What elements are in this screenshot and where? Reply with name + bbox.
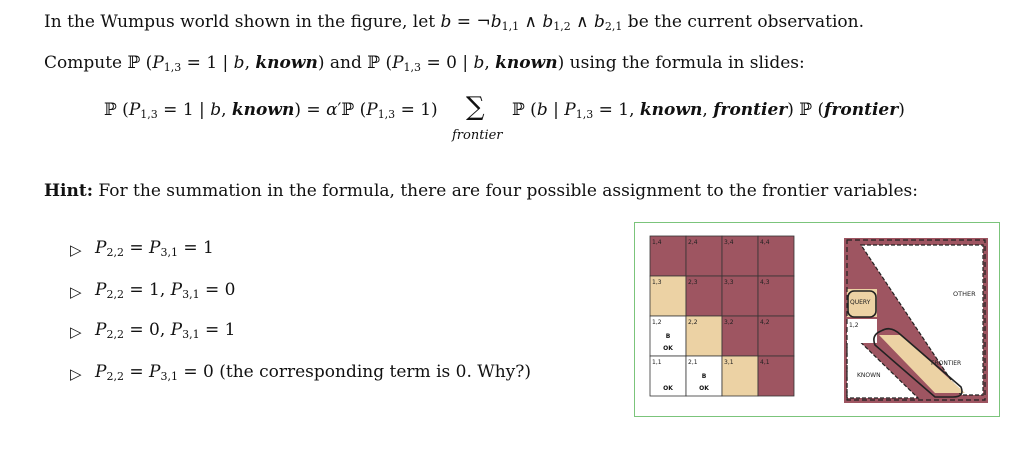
wumpus-figure-svg [635, 223, 1001, 418]
grid-cell-mark: B [665, 333, 671, 340]
grid-cell-label: 3,3 [724, 279, 734, 286]
grid-cell-label: 2,1 [688, 359, 698, 366]
grid-cell-label: 3,4 [724, 239, 734, 246]
bullet-icon: ▷ [70, 241, 82, 259]
grid-cell-label: 2,4 [688, 239, 698, 246]
hint-line [44, 181, 918, 201]
formula-lhs: ℙ ($P_{1,3} = 1$ | b, known) = α′ℙ $(P_{1,3} = 1)$ [104, 100, 438, 121]
grid-cell-label: 4,2 [760, 319, 770, 326]
region-diagram [844, 238, 988, 403]
grid-cell-label: 1,4 [652, 239, 662, 246]
region-label-known: KNOWN [857, 372, 881, 379]
region-label-other: OTHER [953, 290, 976, 298]
bullet-icon: ▷ [70, 283, 82, 301]
hint-item-3: $P_{2,2} = 0$, $P_{3,1} = 1$ [95, 320, 236, 341]
region-label-frontier: FRONTIER [931, 360, 962, 367]
hint-item-4: $P_{2,2} = P_{3,1} = 0$ (the corresponding term is 0. Why?) [95, 362, 532, 383]
grid-cell-label: 1,2 [652, 319, 662, 326]
grid-cell-label: 2,3 [688, 279, 698, 286]
bullet-icon: ▷ [70, 365, 82, 383]
hint-label: Hint: [44, 181, 94, 201]
wumpus-figure [634, 222, 1000, 417]
summation-index: frontier [452, 128, 503, 143]
hint-text: For the summation in the formula, there are four possible assignment to the frontier variables: [98, 181, 918, 201]
problem-line-2: Compute ℙ ($P_{1,3} = 1$ | b, known) and ℙ ($P_{1,3} = 0$ | b, known) using the formula in slides: [44, 53, 805, 74]
grid-cell-mark: OK [699, 385, 709, 392]
hint-item-2: $P_{2,2} = 1$, $P_{3,1} = 0$ [95, 280, 236, 301]
grid-cell-label: 1,3 [652, 279, 662, 286]
grid-cell-label: 1,1 [652, 359, 662, 366]
grid-cell-label: 4,1 [760, 359, 770, 366]
grid-cell-mark: B [701, 373, 707, 380]
grid-cell-label: 3,2 [724, 319, 734, 326]
region-label-cell-12: 1,2 [849, 322, 859, 329]
grid-cell-label: 2,2 [688, 319, 698, 326]
grid-cell-label: 4,4 [760, 239, 770, 246]
formula-rhs: ℙ (b | $P_{1,3} = 1$, known, frontier) ℙ (frontier) [512, 100, 905, 121]
grid-cell-label: 4,3 [760, 279, 770, 286]
problem-line-1: In the Wumpus world shown in the figure, let $b = \neg b_{1,1}$ ∧ $b_{1,2}$ ∧ $b_{2,1}$ be the current observation. [44, 12, 864, 33]
wumpus-grid [650, 236, 794, 396]
hint-item-1: $P_{2,2} = P_{3,1} = 1$ [95, 238, 214, 259]
grid-cell-mark: OK [663, 345, 673, 352]
grid-cell-mark: OK [663, 385, 673, 392]
grid-cell-label: 3,1 [724, 359, 734, 366]
region-label-query: QUERY [850, 299, 871, 306]
bullet-icon: ▷ [70, 323, 82, 341]
summation-symbol: ∑ [466, 92, 485, 122]
